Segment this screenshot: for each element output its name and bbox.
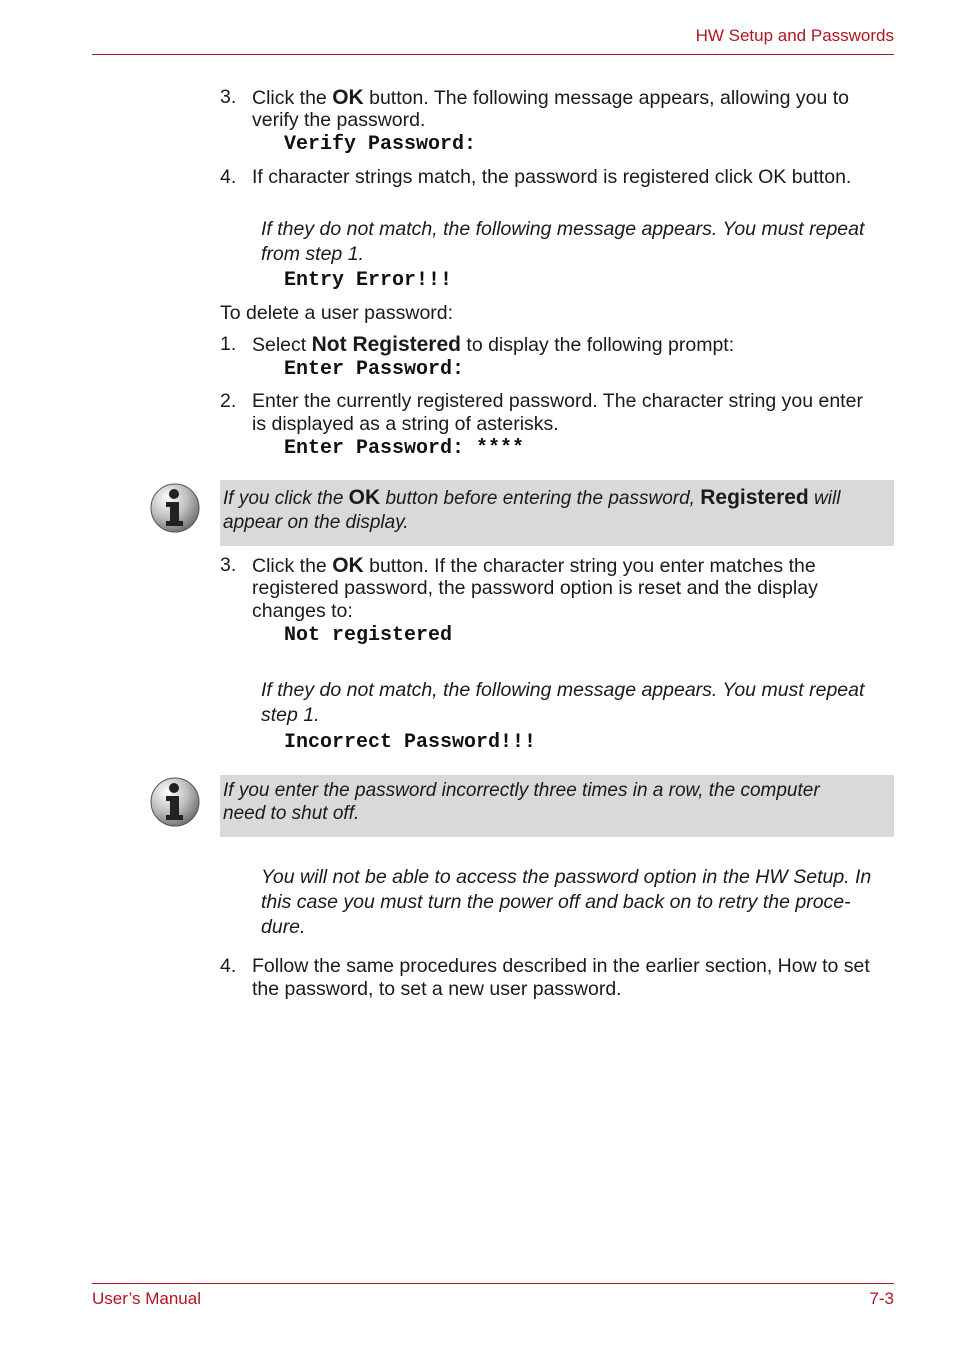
step-text (252, 86, 849, 110)
code-message: Enter Password: **** (284, 437, 525, 460)
header-rule (92, 54, 894, 55)
not-registered-label: Not Registered (311, 333, 461, 356)
code-message: Not registered (284, 624, 453, 647)
note-text-pre: If you click the (223, 488, 349, 509)
registered-label: Registered (700, 486, 809, 509)
step-text-line3: changes to: (252, 600, 353, 622)
step-number: 2. (220, 390, 237, 412)
note-box (220, 775, 894, 837)
step-text-line1: Enter the currently registered password. The character string you enter (252, 390, 863, 412)
footer-rule (92, 1283, 894, 1284)
page-number: 7-3 (869, 1289, 894, 1308)
note-box (220, 480, 894, 546)
step-text-line1: Follow the same procedures described in the earlier section, How to set (252, 955, 870, 977)
mismatch-line2: from step 1. (261, 243, 364, 265)
step-text: If character strings match, the password is registered click OK button. (252, 166, 852, 188)
ok-label: OK (348, 486, 381, 509)
code-message: Enter Password: (284, 358, 465, 381)
mismatch-line1: If they do not match, the following message appears. You must repeat (261, 218, 865, 240)
step-text-line2: registered password, the password option is reset and the display (252, 577, 818, 599)
info-icon (150, 777, 200, 827)
info-icon (150, 483, 200, 533)
note-text-post: will (808, 488, 841, 509)
lockout-line1: You will not be able to access the password option in the HW Setup. In (261, 866, 872, 888)
step-number: 1. (220, 333, 237, 355)
delete-intro: To delete a user password: (220, 302, 454, 324)
code-message: Entry Error!!! (284, 269, 453, 292)
code-message: Incorrect Password!!! (284, 731, 537, 754)
lockout-line3: dure. (261, 916, 306, 938)
step-text (252, 554, 816, 578)
note-text-line1: If you enter the password incorrectly three times in a row, the computer (223, 780, 820, 801)
note-text-line1 (223, 486, 840, 511)
footer-left: User’s Manual (92, 1289, 201, 1308)
mismatch-line1: If they do not match, the following message appears. You must repeat (261, 679, 865, 701)
code-message: Verify Password: (284, 133, 477, 156)
lockout-line2: this case you must turn the power off and back on to retry the proce- (261, 891, 851, 913)
step-number: 4. (220, 166, 237, 188)
step-number: 4. (220, 955, 237, 977)
step-text-line2: verify the password. (252, 109, 426, 131)
note-text-line2: appear on the display. (223, 512, 409, 533)
step-text-pre: Click the (252, 555, 333, 577)
mismatch-line2: step 1. (261, 704, 320, 726)
step-text-post: to display the following prompt: (460, 334, 735, 356)
note-text-mid: button before entering the password, (380, 488, 701, 509)
step-text-pre: Select (252, 334, 312, 356)
step-text-pre: Click the (252, 87, 333, 109)
step-text-line2: the password, to set a new user password. (252, 978, 622, 1000)
step-number: 3. (220, 554, 237, 576)
ok-label: OK (332, 86, 364, 109)
note-text-line2: need to shut off. (223, 803, 360, 824)
ok-label: OK (332, 554, 364, 577)
header-title: HW Setup and Passwords (695, 26, 894, 45)
step-number: 3. (220, 86, 237, 108)
step-text-line2: is displayed as a string of asterisks. (252, 413, 559, 435)
step-text-post: button. The following message appears, allowing you to (363, 87, 849, 109)
step-text (252, 333, 734, 357)
step-text-post: button. If the character string you enter matches the (363, 555, 816, 577)
